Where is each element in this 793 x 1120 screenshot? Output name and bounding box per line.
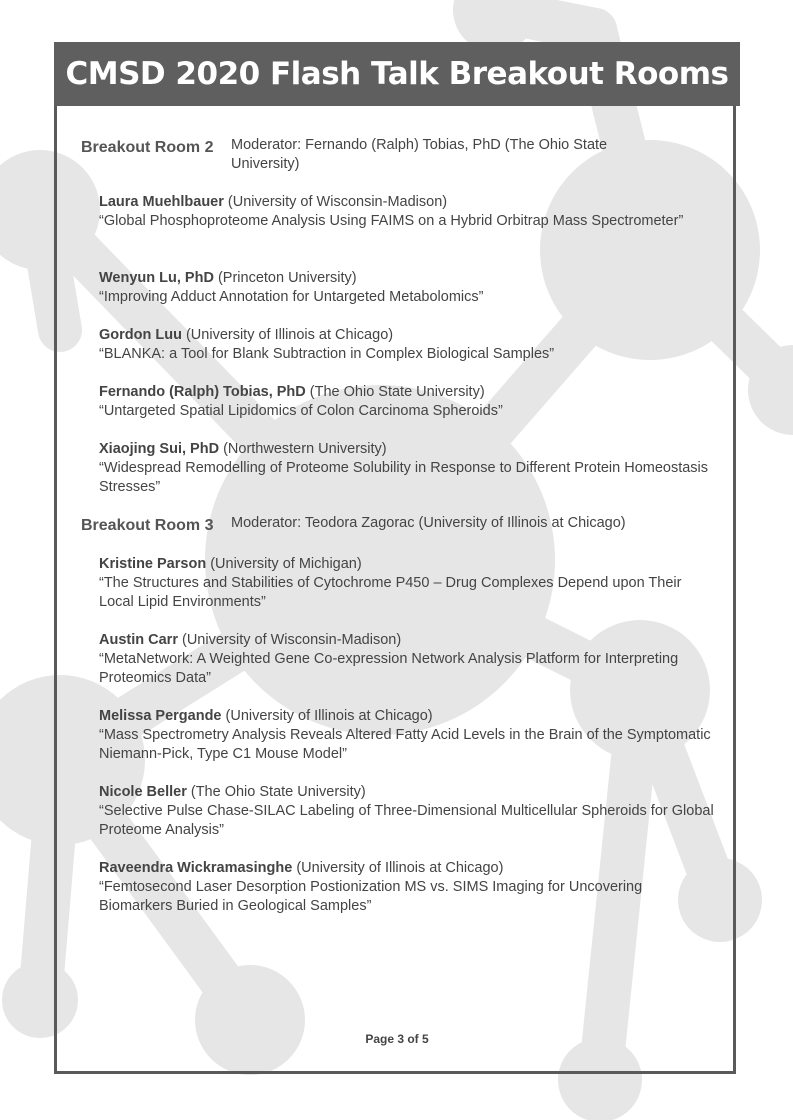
presenter-affiliation: (University of Illinois at Chicago) (221, 708, 433, 724)
room-label: Breakout Room 3 (81, 517, 214, 534)
presenter-name: Nicole Beller (99, 784, 187, 800)
talk-entry (99, 555, 714, 612)
presenter-name: Wenyun Lu, PhD (99, 270, 214, 286)
presenter-name: Gordon Luu (99, 327, 182, 343)
talk-title: “Untargeted Spatial Lipidomics of Colon Carcinoma Spheroids” (99, 403, 503, 419)
breakout-room-heading (81, 136, 671, 174)
presenter-name: Laura Muehlbauer (99, 194, 224, 210)
presenter-affiliation: (Northwestern University) (219, 441, 387, 457)
presenter-affiliation: (Princeton University) (213, 270, 357, 286)
breakout-room-heading (81, 514, 671, 536)
page-number: Page 3 of 5 (365, 1032, 429, 1046)
talk-entry (99, 193, 714, 231)
talk-entry (99, 859, 714, 916)
talk-entry (99, 269, 714, 307)
presenter-affiliation: (University of Wisconsin-Madison) (177, 632, 402, 648)
talk-title: “Improving Adduct Annotation for Untargeted Metabolomics” (99, 289, 484, 305)
talk-title: “Global Phosphoproteome Analysis Using FAIMS on a Hybrid Orbitrap Mass Spectrometer” (99, 213, 684, 229)
talk-entry (99, 783, 714, 840)
talk-entry (99, 383, 714, 421)
presenter-name: Austin Carr (99, 632, 178, 648)
presenter-affiliation: (University of Michigan) (206, 556, 362, 572)
page-title: CMSD 2020 Flash Talk Breakout Rooms (65, 56, 729, 92)
presenter-affiliation: (University of Illinois at Chicago) (181, 327, 394, 343)
presenter-name: Raveendra Wickramasinghe (99, 860, 293, 876)
talk-title: “MetaNetwork: A Weighted Gene Co-expression Network Analysis Platform for Interpreting Proteomics Data” (99, 651, 679, 686)
presenter-affiliation: (University of Wisconsin-Madison) (223, 194, 448, 210)
talk-title: “The Structures and Stabilities of Cytochrome P450 – Drug Complexes Depend upon Their Local Lipid Environments” (99, 575, 682, 610)
room-moderator: Moderator: Teodora Zagorac (University of Illinois at Chicago) (231, 515, 626, 531)
room-label: Breakout Room 2 (81, 139, 214, 156)
presenter-affiliation: (The Ohio State University) (186, 784, 366, 800)
presenter-affiliation: (The Ohio State University) (305, 384, 485, 400)
presenter-name: Melissa Pergande (99, 708, 222, 724)
room-moderator: Moderator: Fernando (Ralph) Tobias, PhD (The Ohio State University) (231, 137, 608, 172)
talk-entry (99, 440, 714, 497)
presenter-name: Fernando (Ralph) Tobias, PhD (99, 384, 306, 400)
presenter-affiliation: (University of Illinois at Chicago) (292, 860, 504, 876)
talk-title: “Selective Pulse Chase-SILAC Labeling of Three-Dimensional Multicellular Spheroids for Global Proteome Analysis” (99, 803, 714, 838)
talk-title: “Mass Spectrometry Analysis Reveals Altered Fatty Acid Levels in the Brain of the Symptomatic Niemann-Pick, Type C1 Mouse Model” (99, 727, 711, 762)
presenter-name: Kristine Parson (99, 556, 207, 572)
talk-title: “Femtosecond Laser Desorption Postionization MS vs. SIMS Imaging for Uncovering Biomarkers Buried in Geological Samples” (99, 879, 643, 914)
talk-entry (99, 326, 714, 364)
talk-title: “BLANKA: a Tool for Blank Subtraction in Complex Biological Samples” (99, 346, 555, 362)
presenter-name: Xiaojing Sui, PhD (99, 441, 220, 457)
talk-title: “Widespread Remodelling of Proteome Solubility in Response to Different Protein Homeostasis Stresses” (99, 460, 709, 495)
talk-entry (99, 707, 714, 764)
talk-entry (99, 631, 714, 688)
